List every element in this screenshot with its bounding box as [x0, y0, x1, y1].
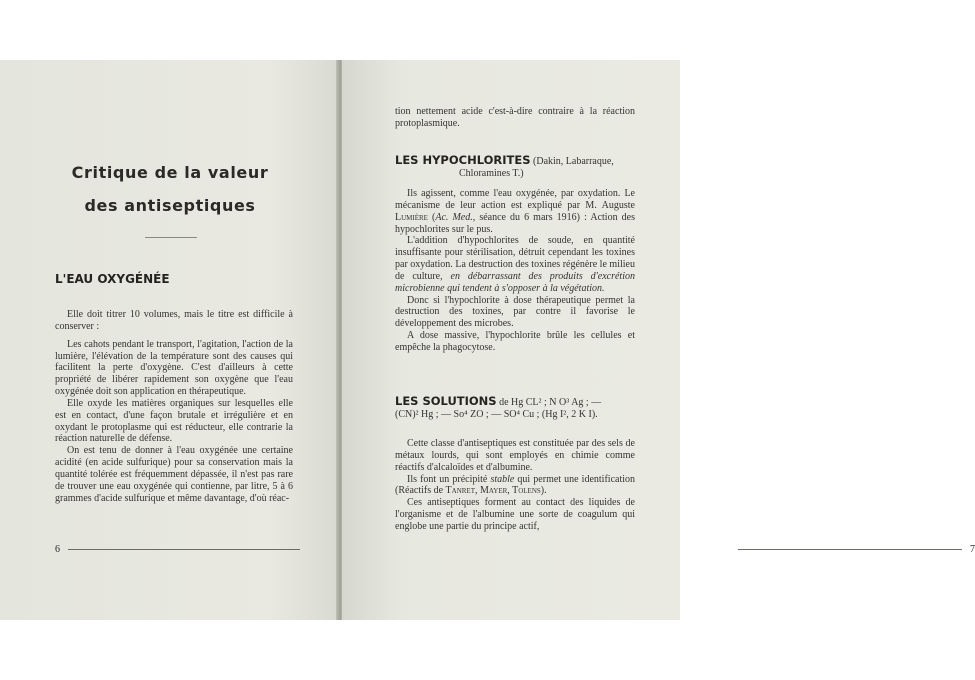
hypochlorites-body-text [395, 188, 635, 354]
paragraph: Les cahots pendant le transport, l'agitation, l'action de la lumière, l'élévation de la température sont des causes qui facilitent la perte d'oxygène. C'est d'ailleurs à cette propriété de libérer rapidement son oxygène que l'eau oxygénée doit son application en thérapeutique. [55, 338, 293, 398]
paragraph: Donc si l'hypochlorite à dose thérapeutique permet la destruction des toxines, par contre il favorise le développement des microbes. [395, 294, 635, 330]
left-page [0, 60, 338, 620]
paragraph [395, 474, 635, 498]
title-divider [145, 237, 197, 238]
text-run: ). [540, 485, 547, 497]
paragraph: A dose massive, l'hypochlorite brûle les cellules et empêche la phagocytose. [395, 330, 635, 353]
paragraph: Ces antiseptiques forment au contact des liquides de l'organisme et de l'albumine une sorte de coagulum qui englobe une partie du principe actif, [395, 497, 635, 532]
paragraph: On est tenu de donner à l'eau oxygénée une certaine acidité (en acide sulfurique) pour sa conservation mais la quantité tolérée est fréquemment dépassée, il n'est pas rare de trouver une eau oxygénée qui contienne, par litre, 5 à 6 grammes d'acide sulfurique et même davantage, d'où réac- [55, 445, 293, 504]
chapter-title-line1: Critique de la valeur [71, 163, 269, 182]
right-footer [738, 544, 975, 555]
section-heading-subtitle: (Dakin, Labarraque, [533, 156, 614, 167]
chapter-title-line2: des antiseptiques [84, 196, 256, 215]
paragraph [395, 188, 635, 235]
right-page [342, 60, 975, 620]
left-body-text [55, 309, 293, 505]
citation: Ac. Med. [435, 211, 473, 223]
solutions-body-text [395, 438, 635, 533]
text-run: L'addition d'hypochlorites de soude, en quantité insuffisante pour stérilisation, détruit cependant les toxines par oxydation. La destruction des toxines régénère le milieu de culture, [395, 235, 635, 282]
section-heading-eau-oxygenee: L'EAU OXYGÉNÉE [55, 272, 170, 286]
paragraph: Elle doit titrer 10 volumes, mais le titre est difficile à conserver : [55, 309, 293, 332]
section-heading-subtitle: Chloramines T.) [459, 168, 524, 179]
chemical-formulas: (CN)² Hg ; — So⁴ ZO ; — SO⁴ Cu ; (Hg I², 2 K I). [395, 409, 598, 420]
footer-rule [68, 549, 300, 550]
paragraph: Elle oxyde les matières organiques sur lesquelles elle est en contact, d'une façon brutale et irrégulière et en oxydant le protoplasme qui est réducteur, elle contrarie la réaction naturelle de défense. [55, 397, 293, 445]
text-run: , séance du 6 mars 1916) : Action des hypochlorites sur le pus. [395, 211, 635, 235]
chemical-formulas: de Hg CL² ; N O³ Ag ; — [499, 397, 602, 408]
text-run: ( [427, 211, 436, 223]
italic-text: stable [490, 473, 515, 485]
left-footer [55, 544, 300, 555]
author-name: Lumière [395, 211, 428, 223]
italic-text: en débarrassant des produits d'excrétion microbienne qui tendent à s'opposer à la végétation. [395, 270, 635, 294]
section-heading-text: LES SOLUTIONS [395, 394, 497, 408]
text-run: qui permet une identification (Réactifs de [395, 473, 635, 497]
section-heading-solutions [395, 395, 635, 421]
page-number: 6 [55, 544, 60, 555]
text-run: Ils font un précipité [407, 473, 491, 485]
page-number: 7 [970, 544, 975, 555]
section-heading-hypochlorites [395, 154, 635, 180]
book-spread [0, 60, 975, 620]
paragraph: tion nettement acide c'est-à-dire contraire à la réaction protoplasmique. [395, 106, 635, 129]
text-run: Ils agissent, comme l'eau oxygénée, par oxydation. Le mécanisme de leur action est expliqué par M. Auguste [395, 188, 635, 211]
author-names: Tanret, Mayer, Tolens [445, 485, 541, 497]
footer-rule [738, 549, 962, 550]
section-heading-text: LES HYPOCHLORITES [395, 153, 531, 167]
paragraph [395, 235, 635, 294]
paragraph: Cette classe d'antiseptiques est constituée par des sels de métaux lourds, qui sont employés en chimie comme réactifs d'alcaloïdes et d'albumine. [395, 438, 635, 473]
continuation-text [395, 106, 635, 130]
